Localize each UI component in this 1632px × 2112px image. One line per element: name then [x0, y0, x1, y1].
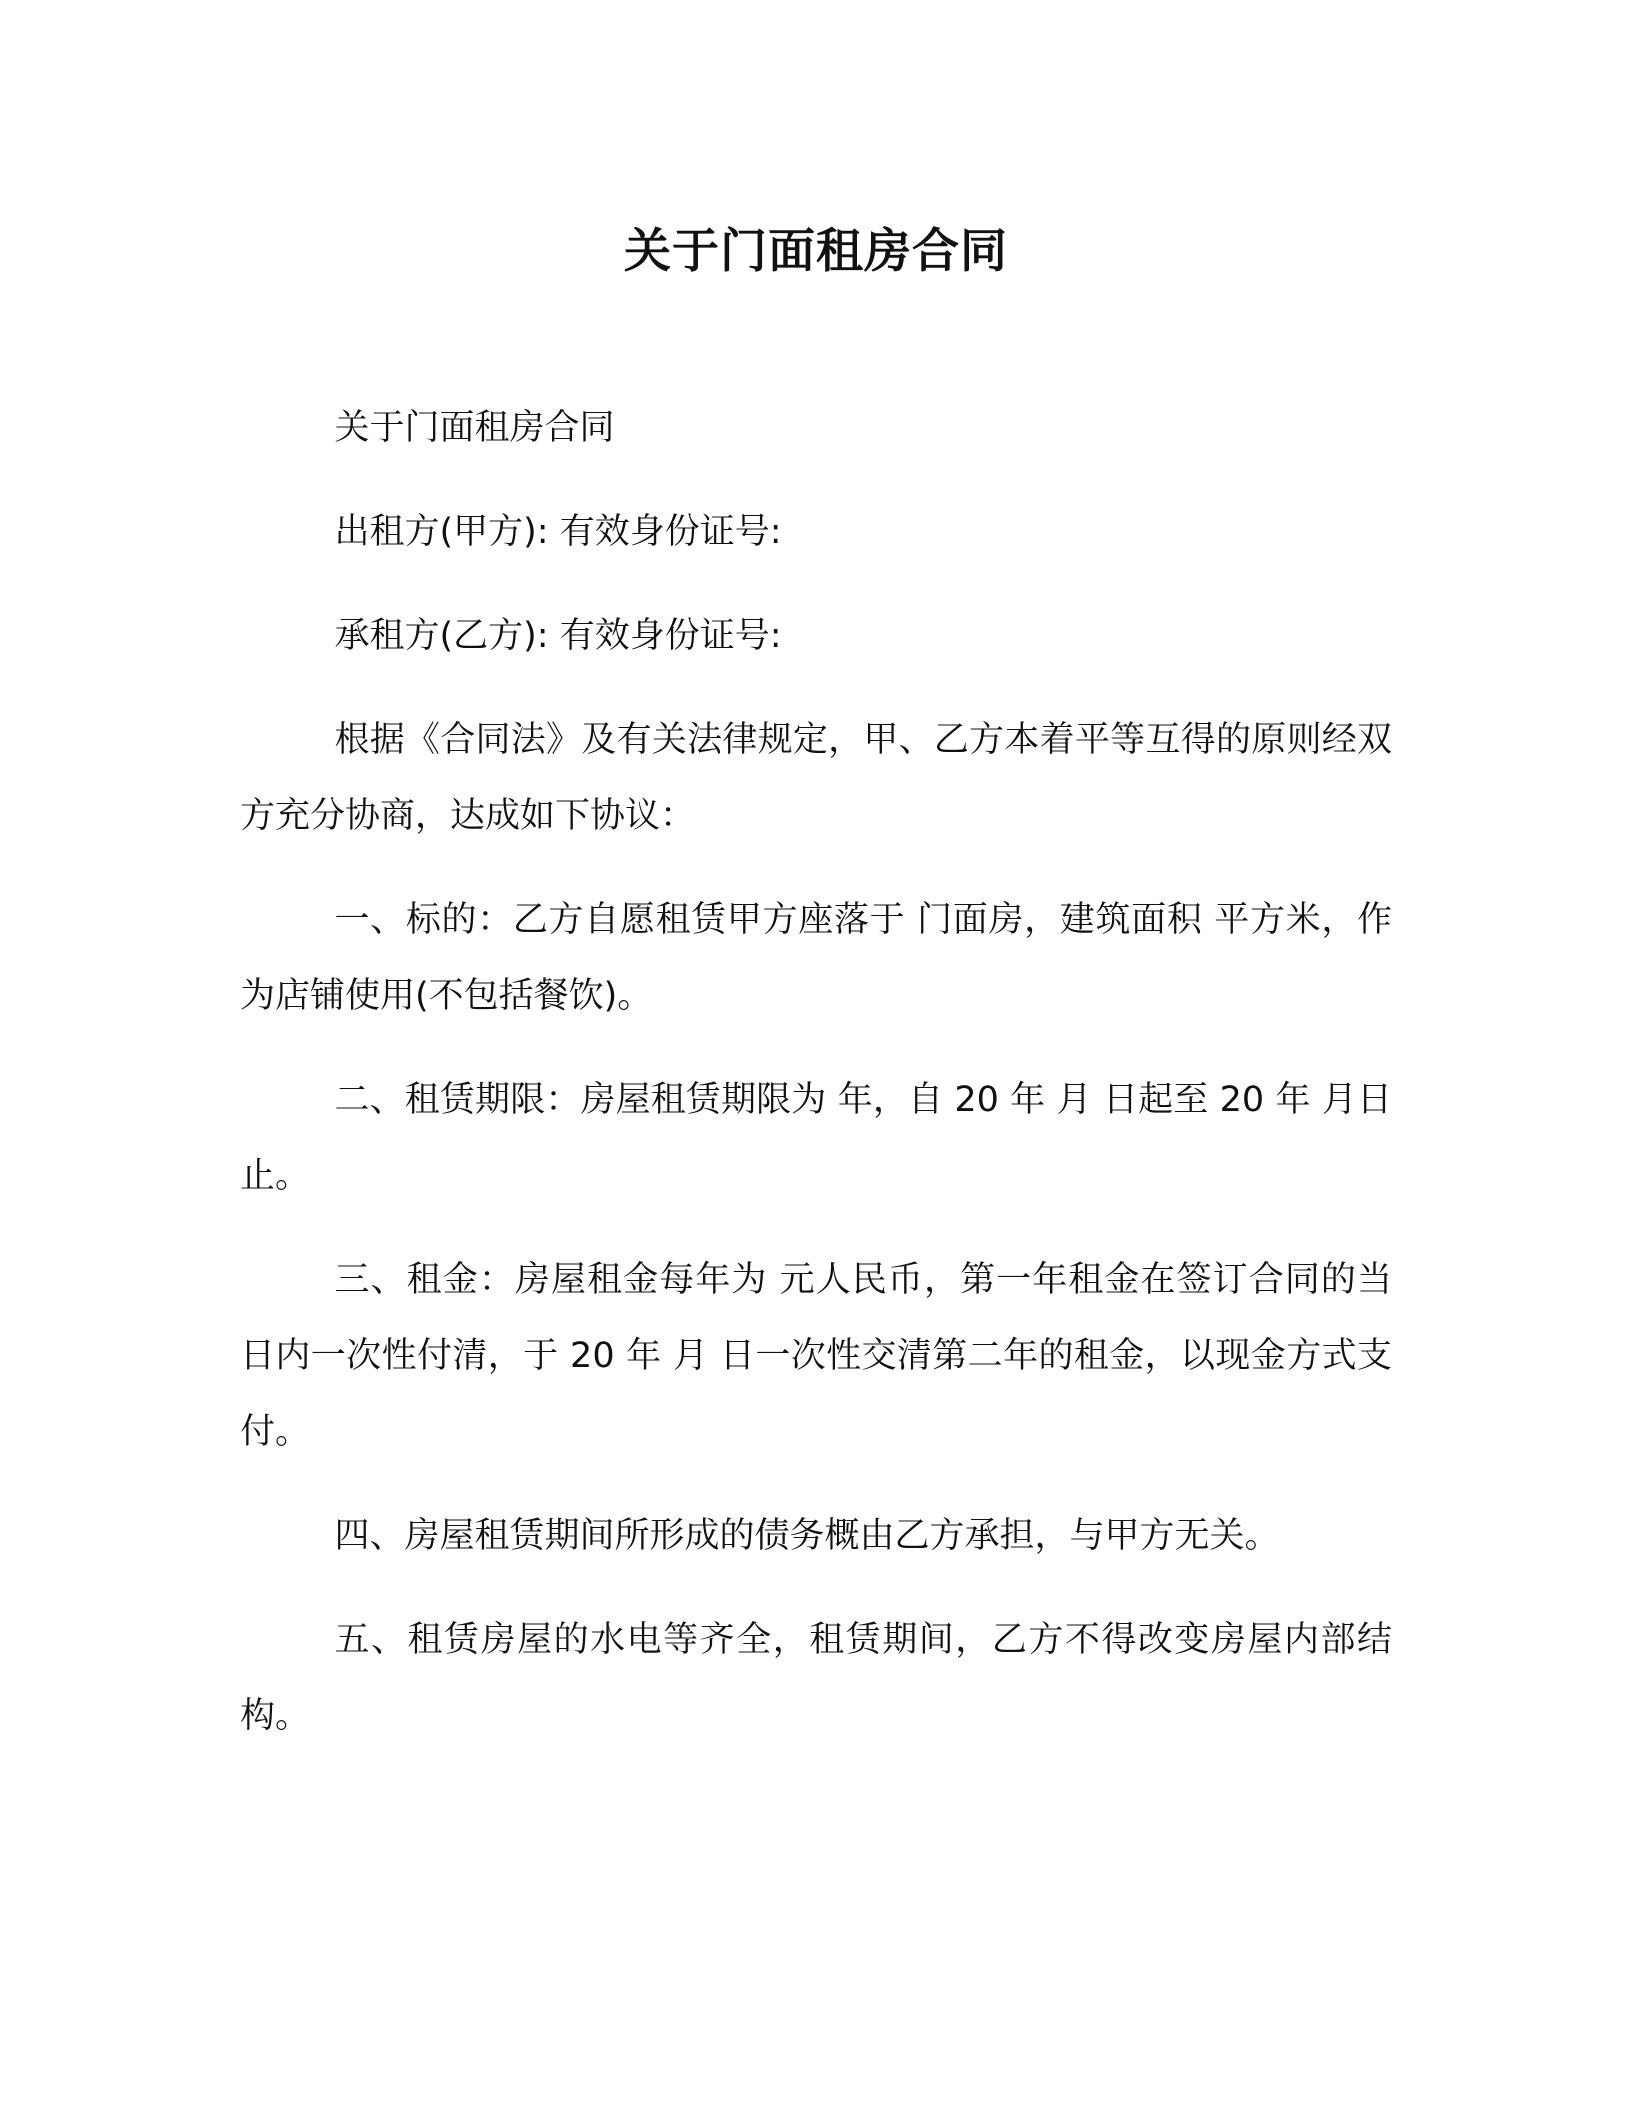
paragraph-clause-5: 五、租赁房屋的水电等齐全，租赁期间，乙方不得改变房屋内部结构。 — [240, 1620, 1392, 1736]
document-title: 关于门面租房合同 — [624, 224, 1008, 279]
document-body — [240, 390, 1392, 1782]
paragraph-clause-1: 一、标的：乙方自愿租赁甲方座落于 门面房，建筑面积 平方米，作为店铺使用(不包括餐饮)。 — [240, 900, 1392, 1016]
paragraph-clause-2: 二、租赁期限：房屋租赁期限为 年，自 20 年 月 日起至 20 年 月日止。 — [240, 1080, 1392, 1196]
paragraph-clause-4: 四、房屋租赁期间所形成的债务概由乙方承担，与甲方无关。 — [334, 1516, 1280, 1556]
paragraph-lessor: 出租方(甲方): 有效身份证号: — [334, 512, 782, 552]
paragraph-clause-3: 三、租金：房屋租金每年为 元人民币，第一年租金在签订合同的当日内一次性付清，于 20 年 月 日一次性交清第二年的租金，以现金方式支付。 — [240, 1260, 1392, 1452]
paragraph-preamble: 根据《合同法》及有关法律规定，甲、乙方本着平等互得的原则经双方充分协商，达成如下协议： — [240, 720, 1392, 836]
paragraph-heading: 关于门面租房合同 — [334, 408, 615, 448]
paragraph-lessee: 承租方(乙方): 有效身份证号: — [334, 616, 782, 656]
